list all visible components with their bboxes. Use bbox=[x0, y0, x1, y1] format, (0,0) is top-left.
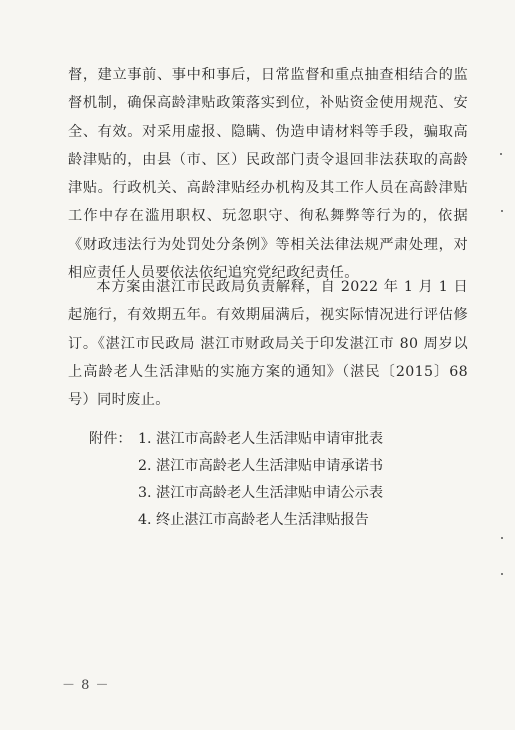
page-number: － 8 － bbox=[62, 678, 110, 693]
scan-speck bbox=[501, 537, 503, 539]
attachment-item-2: 2. 湛江市高龄老人生活津贴申请承诺书 bbox=[138, 458, 384, 474]
attachment-item-4: 4. 终止湛江市高龄老人生活津贴报告 bbox=[138, 512, 369, 528]
body-paragraph-2: 本方案由湛江市民政局负责解释，自 2022 年 1 月 1 日起施行，有效期五年。有效期届满后，视实际情况进行评估修订。《湛江市民政局 湛江市财政局关于印发湛江市 80 周岁以上高龄老人生活津贴的实施方案的通知》（湛民〔2015〕68 号）同时废止。 bbox=[68, 279, 468, 409]
attachment-row bbox=[89, 480, 383, 507]
attachment-row bbox=[89, 426, 383, 453]
scan-speck bbox=[501, 573, 503, 575]
scan-speck bbox=[500, 153, 502, 155]
attachment-item-1: 1. 湛江市高龄老人生活津贴申请审批表 bbox=[138, 431, 384, 447]
attachments-label: 附件： bbox=[89, 431, 132, 447]
attachments-list bbox=[89, 426, 383, 534]
scan-speck bbox=[501, 210, 503, 212]
attachment-row bbox=[89, 507, 383, 534]
attachment-row bbox=[89, 453, 383, 480]
body-paragraph-1: 督，建立事前、事中和事后，日常监督和重点抽查相结合的监督机制，确保高龄津贴政策落实到位，补贴资金使用规范、安全、有效。对采用虚报、隐瞒、伪造申请材料等手段，骗取高龄津贴的，由县（市、区）民政部门责令退回非法获取的高龄津贴。行政机关、高龄津贴经办机构及其工作人员在高龄津贴工作中存在滥用职权、玩忽职守、徇私舞弊等行为的，依据《财政违法行为处罚处分条例》等相关法律法规严肃处理，对相应责任人员要依法依纪追究党纪政纪责任。 bbox=[68, 67, 468, 282]
attachment-item-3: 3. 湛江市高龄老人生活津贴申请公示表 bbox=[138, 485, 384, 501]
